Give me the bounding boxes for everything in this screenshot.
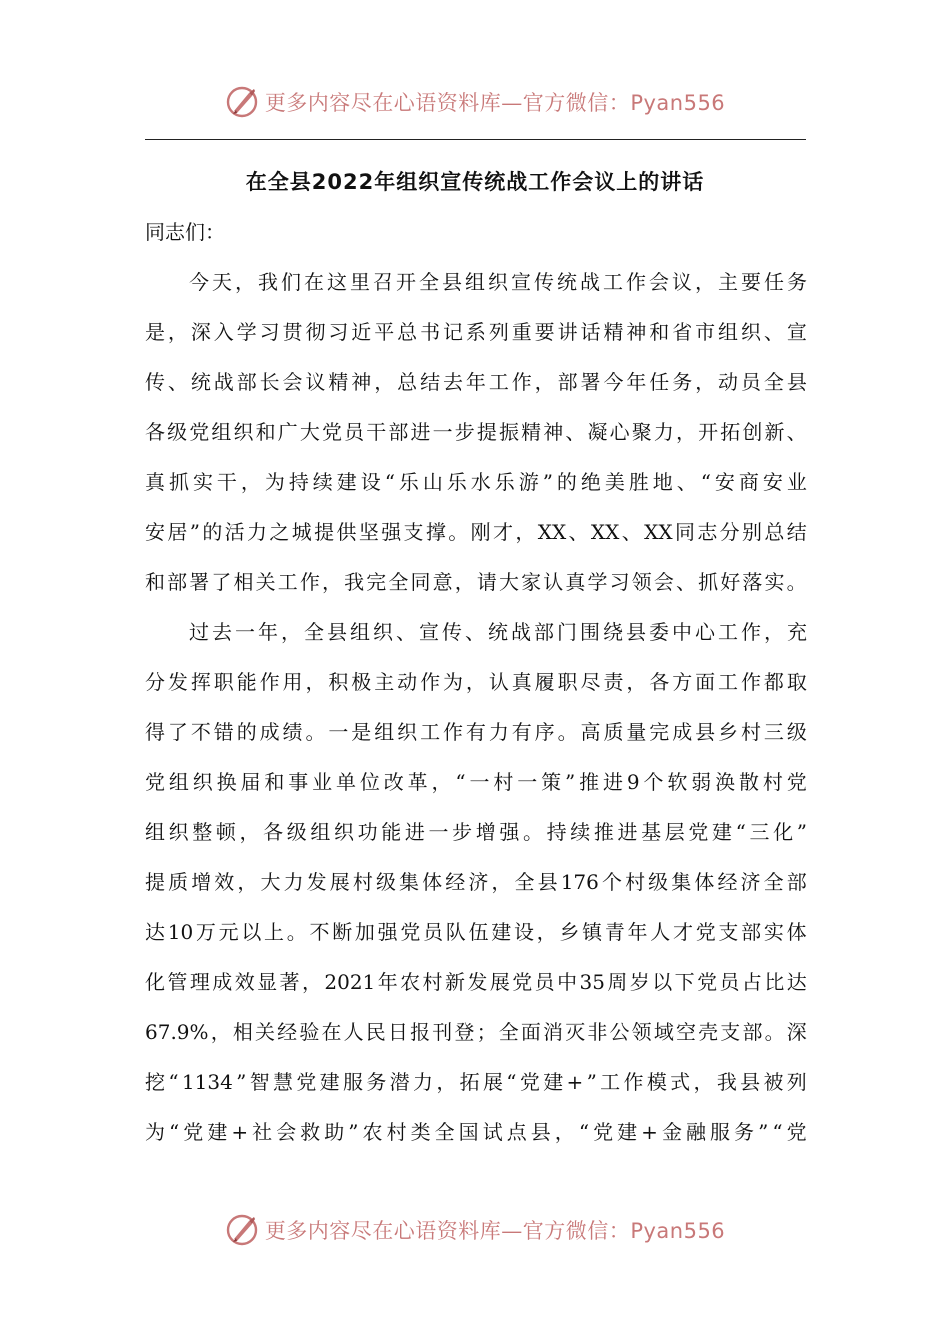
body-line: 提 质 增 效 ， 大 力 发 展 村 级 集 体 经 济 ， 全 县 176 个 村 级 集 体 经 济 全 部 xyxy=(145,870,807,894)
body-line: 为 “ 党 建 + 社 会 救 助 ” 农 村 类 全 国 试 点 县 ， “ 党 建 + 金 融 服 务 ” “ 党 xyxy=(145,1120,807,1144)
body-line: 化 管 理 成 效 显 著 ， 2021 年 农 村 新 发 展 党 员 中 35 周 岁 以 下 党 员 占 比 达 xyxy=(145,970,807,994)
document-title: 在全县2022年组织宣传统战工作会议上的讲话 xyxy=(245,170,705,194)
watermark-banner-bottom xyxy=(0,1210,950,1250)
body-line: 今 天 ， 我 们 在 这 里 召 开 全 县 组 织 宣 传 统 战 工 作 会 议 ， 主 要 任 务 xyxy=(189,270,807,294)
body-line: 过 去 一 年 ， 全 县 组 织 、 宣 传 、 统 战 部 门 围 绕 县 委 中 心 工 作 ， 充 xyxy=(189,620,807,644)
header-divider xyxy=(145,139,806,140)
body-line: 是 ， 深 入 学 习 贯 彻 习 近 平 总 书 记 系 列 重 要 讲 话 精 神 和 省 市 组 织 、 宣 xyxy=(145,320,807,344)
body-line: 分 发 挥 职 能 作 用 ， 积 极 主 动 作 为 ， 认 真 履 职 尽 责 ， 各 方 面 工 作 都 取 xyxy=(145,670,807,694)
wechat-id: Pyan556 xyxy=(630,91,726,115)
body-line: 组 织 整 顿 ， 各 级 组 织 功 能 进 一 步 增 强 。 持 续 推 进 基 层 党 建 “ 三 化 ” xyxy=(145,820,807,844)
body-line: 挖 “ 1134 ” 智 慧 党 建 服 务 潜 力 ， 拓 展 “ 党 建 + ” 工 作 模 式 ， 我 县 被 列 xyxy=(145,1070,807,1094)
body-line: 得 了 不 错 的 成 绩 。 一 是 组 织 工 作 有 力 有 序 。 高 质 量 完 成 县 乡 村 三 级 xyxy=(145,720,807,744)
quill-pen-logo-icon xyxy=(225,85,259,119)
salutation: 同志们： xyxy=(145,220,225,244)
body-line: 和 部 署 了 相 关 工 作 ， 我 完 全 同 意 ， 请 大 家 认 真 学 习 领 会 、 抓 好 落 实 。 xyxy=(145,570,807,594)
watermark-text: 更多内容尽在心语资料库—官方微信：Pyan556 xyxy=(264,91,726,115)
wechat-id: Pyan556 xyxy=(630,1219,726,1243)
document-body xyxy=(145,212,807,1162)
body-line: 67.9% ， 相 关 经 验 在 人 民 日 报 刊 登 ； 全 面 消 灭 非 公 领 域 空 壳 支 部 。 深 xyxy=(145,1020,807,1044)
quill-pen-logo-icon xyxy=(225,1213,259,1247)
watermark-text: 更多内容尽在心语资料库—官方微信：Pyan556 xyxy=(264,1219,726,1243)
body-line: 达 10 万 元 以 上 。 不 断 加 强 党 员 队 伍 建 设 ， 乡 镇 青 年 人 才 党 支 部 实 体 xyxy=(145,920,807,944)
body-line: 各 级 党 组 织 和 广 大 党 员 干 部 进 一 步 提 振 精 神 、 凝 心 聚 力 ， 开 拓 创 新 、 xyxy=(145,420,807,444)
body-line: 党 组 织 换 届 和 事 业 单 位 改 革 ， “ 一 村 一 策 ” 推 进 9 个 软 弱 涣 散 村 党 xyxy=(145,770,807,794)
watermark-banner-top xyxy=(0,82,950,122)
body-line: 安 居 ” 的 活 力 之 城 提 供 坚 强 支 撑 。 刚 才 ， XX 、 XX 、 XX 同 志 分 别 总 结 xyxy=(145,520,807,544)
body-line: 真 抓 实 干 ， 为 持 续 建 设 “ 乐 山 乐 水 乐 游 ” 的 绝 美 胜 地 、 “ 安 商 安 业 xyxy=(145,470,807,494)
body-line: 传 、 统 战 部 长 会 议 精 神 ， 总 结 去 年 工 作 ， 部 署 今 年 任 务 ， 动 员 全 县 xyxy=(145,370,807,394)
